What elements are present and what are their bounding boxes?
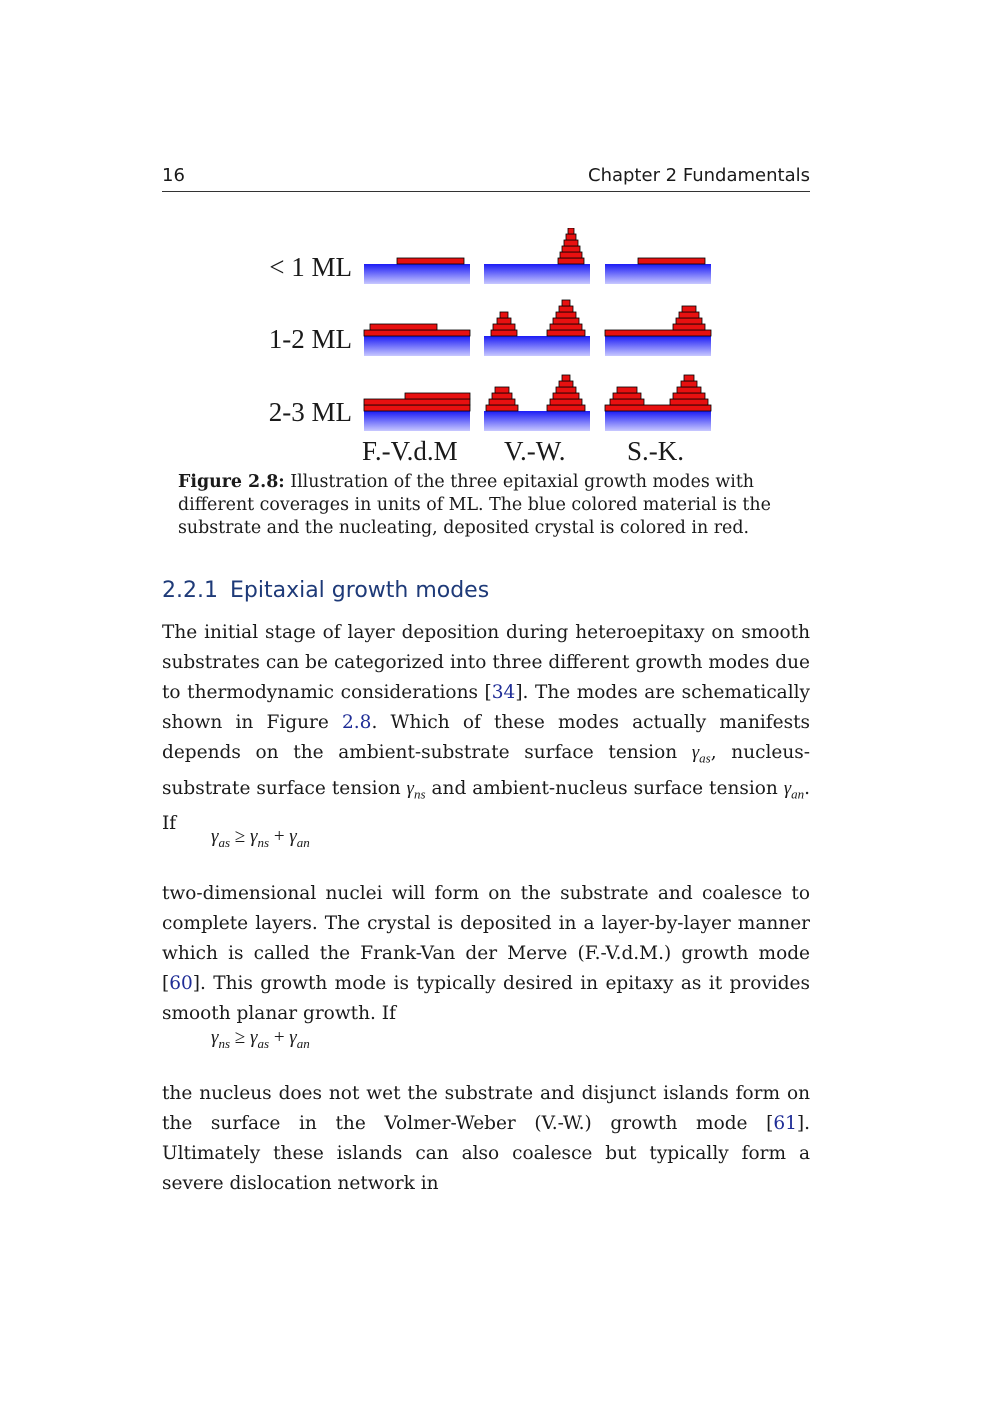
paragraph-2-text-a: two-dimensional nuclei will form on the substrate and coalesce to complete layers. The crystal is deposited in a layer-by-layer manner which is called the Frank-Van der Merve (F.-V.d.M.) growth mode [ — [162, 883, 810, 994]
paragraph-3 — [162, 1079, 810, 1199]
fvdm-layer-2 — [370, 324, 437, 330]
sk-wetting-layer — [605, 405, 711, 411]
gamma-glyph: γ — [211, 826, 219, 847]
subscript-as: as — [257, 1035, 270, 1051]
vw-island-large — [562, 300, 570, 306]
substrate-block — [605, 336, 711, 356]
plus-sign: + — [269, 826, 290, 847]
sk-island-large — [673, 393, 705, 399]
equation-1 — [211, 826, 310, 851]
subscript-ns: ns — [257, 834, 270, 850]
paragraph-1 — [162, 618, 810, 839]
vw-island-large — [559, 306, 573, 312]
sk-partial-layer — [638, 258, 705, 264]
vw-island-large — [553, 393, 579, 399]
figure-caption — [178, 471, 800, 540]
col-label-sk: S.-K. — [627, 436, 685, 466]
vw-island — [562, 246, 580, 252]
col-label-vw: V.-W. — [504, 436, 566, 466]
vw-island — [560, 252, 582, 258]
paragraph-1-text-e: and ambient-nucleus surface tension — [425, 777, 784, 799]
paragraph-2-text-b: ]. This growth mode is typically desired in epitaxy as it provides smooth planar growth. If — [162, 973, 810, 1024]
substrate-block — [605, 264, 711, 284]
vw-island — [566, 234, 576, 240]
vw-island-large — [550, 324, 582, 330]
paragraph-1-text-f: . If — [162, 777, 811, 835]
page-header — [162, 165, 810, 192]
fvdm-layer-2 — [364, 399, 470, 405]
vw-island-large — [550, 399, 582, 405]
gamma-glyph: γ — [289, 1027, 297, 1048]
geq-sign: ≥ — [230, 826, 250, 847]
vw-island-large — [556, 312, 576, 318]
vw-island-large — [547, 330, 585, 336]
vw-island-small — [489, 399, 515, 405]
caption-label: Figure 2.8: — [178, 472, 285, 492]
vw-island — [558, 258, 584, 264]
gamma-as-symbol — [691, 743, 711, 766]
substrate-block — [605, 411, 711, 431]
paragraph-1-text-d: , nucleus-substrate surface tension — [162, 742, 810, 799]
gamma-ns-symbol — [406, 778, 426, 802]
figure-ref-2-8[interactable]: 2.8 — [342, 712, 372, 733]
gamma-glyph: γ — [250, 826, 258, 847]
vw-island — [564, 240, 578, 246]
vw-island-large — [547, 405, 585, 411]
sk-island-large — [681, 381, 697, 387]
section-title: Epitaxial growth modes — [229, 578, 490, 603]
sk-island-small — [610, 399, 644, 405]
subscript-an: an — [791, 786, 805, 802]
substrate-block — [484, 264, 590, 284]
subscript-an: an — [296, 834, 310, 850]
vw-island-small — [491, 330, 517, 336]
page-number: 16 — [162, 165, 185, 186]
sk-island-large — [684, 375, 694, 381]
citation-60[interactable]: 60 — [169, 973, 193, 994]
row-label-1-2ml: 1-2 ML — [268, 324, 352, 354]
subscript-as: as — [218, 834, 231, 850]
sk-island — [676, 318, 702, 324]
vw-island-small — [486, 405, 518, 411]
sk-island — [673, 324, 705, 330]
growth-modes-figure — [240, 228, 760, 473]
gamma-glyph: γ — [250, 1027, 258, 1048]
vw-island-large — [559, 381, 573, 387]
sk-island — [682, 306, 696, 312]
caption-line-3: nucleating, deposited crystal is colored in red. — [338, 518, 749, 538]
subscript-as: as — [699, 750, 711, 766]
subscript-ns: ns — [218, 1035, 231, 1051]
vw-island-small — [495, 387, 509, 393]
row-label-lt1ml: < 1 ML — [269, 252, 352, 282]
gamma-glyph: γ — [783, 778, 792, 799]
section-number: 2.2.1 — [162, 578, 218, 603]
row-label-2-3ml: 2-3 ML — [268, 397, 352, 427]
section-heading — [162, 578, 489, 603]
running-head: Chapter 2 Fundamentals — [588, 165, 810, 186]
caption-line-1: Illustration of the three epitaxial growth modes with different — [178, 472, 755, 515]
vw-island-small — [493, 324, 515, 330]
vw-island-small — [497, 318, 511, 324]
sk-wetting-layer — [605, 330, 711, 336]
substrate-block — [484, 411, 590, 431]
vw-island-small — [500, 312, 508, 318]
substrate-block — [364, 336, 470, 356]
substrate-block — [364, 264, 470, 284]
gamma-glyph: γ — [691, 743, 700, 763]
paragraph-1-text-a: The initial stage of layer deposition during heteroepitaxy on smooth substrates can be categorized into three different growth modes due to thermodynamic considerations [ — [162, 622, 810, 703]
paragraph-2 — [162, 879, 810, 1029]
gamma-glyph: γ — [406, 778, 414, 799]
substrate-block — [484, 336, 590, 356]
paragraph-1-text-b: ]. The modes are schematically shown in Figure — [162, 682, 810, 733]
col-label-fvdm: F.-V.d.M — [362, 436, 458, 466]
caption-line-2: coverages in units of ML. The blue colored material is the substrate and the — [178, 495, 771, 538]
equation-2 — [211, 1027, 310, 1052]
plus-sign: + — [269, 1027, 290, 1048]
sk-island-small — [613, 393, 641, 399]
sk-island-small — [617, 387, 637, 393]
paragraph-1-text-c: . Which of these modes actually manifests depends on the ambient-substrate surface tension — [162, 712, 811, 763]
vw-island-large — [553, 318, 579, 324]
subscript-ns: ns — [413, 786, 426, 802]
citation-61[interactable]: 61 — [773, 1113, 797, 1134]
fvdm-partial-layer — [397, 258, 464, 264]
sk-island-large — [677, 387, 701, 393]
fvdm-layer-1 — [364, 405, 470, 411]
gamma-glyph: γ — [211, 1027, 219, 1048]
vw-island-small — [492, 393, 512, 399]
gamma-glyph: γ — [289, 826, 297, 847]
sk-island-large — [670, 399, 708, 405]
citation-34[interactable]: 34 — [491, 682, 516, 703]
vw-island — [568, 228, 574, 234]
paragraph-3-text-a: the nucleus does not wet the substrate and disjunct islands form on the surface in the Volmer-Weber (V.-W.) growth mode [ — [162, 1083, 810, 1134]
paragraph-3-text-b: ]. Ultimately these islands can also coalesce but typically form a severe dislocation network in — [162, 1113, 810, 1194]
fvdm-layer-1 — [364, 330, 470, 336]
subscript-an: an — [296, 1035, 310, 1051]
gamma-an-symbol — [783, 778, 805, 802]
vw-island-large — [556, 387, 576, 393]
substrate-block — [364, 411, 470, 431]
sk-island — [679, 312, 699, 318]
fvdm-layer-3 — [405, 393, 470, 399]
vw-island-large — [562, 375, 570, 381]
geq-sign: ≥ — [230, 1027, 250, 1048]
